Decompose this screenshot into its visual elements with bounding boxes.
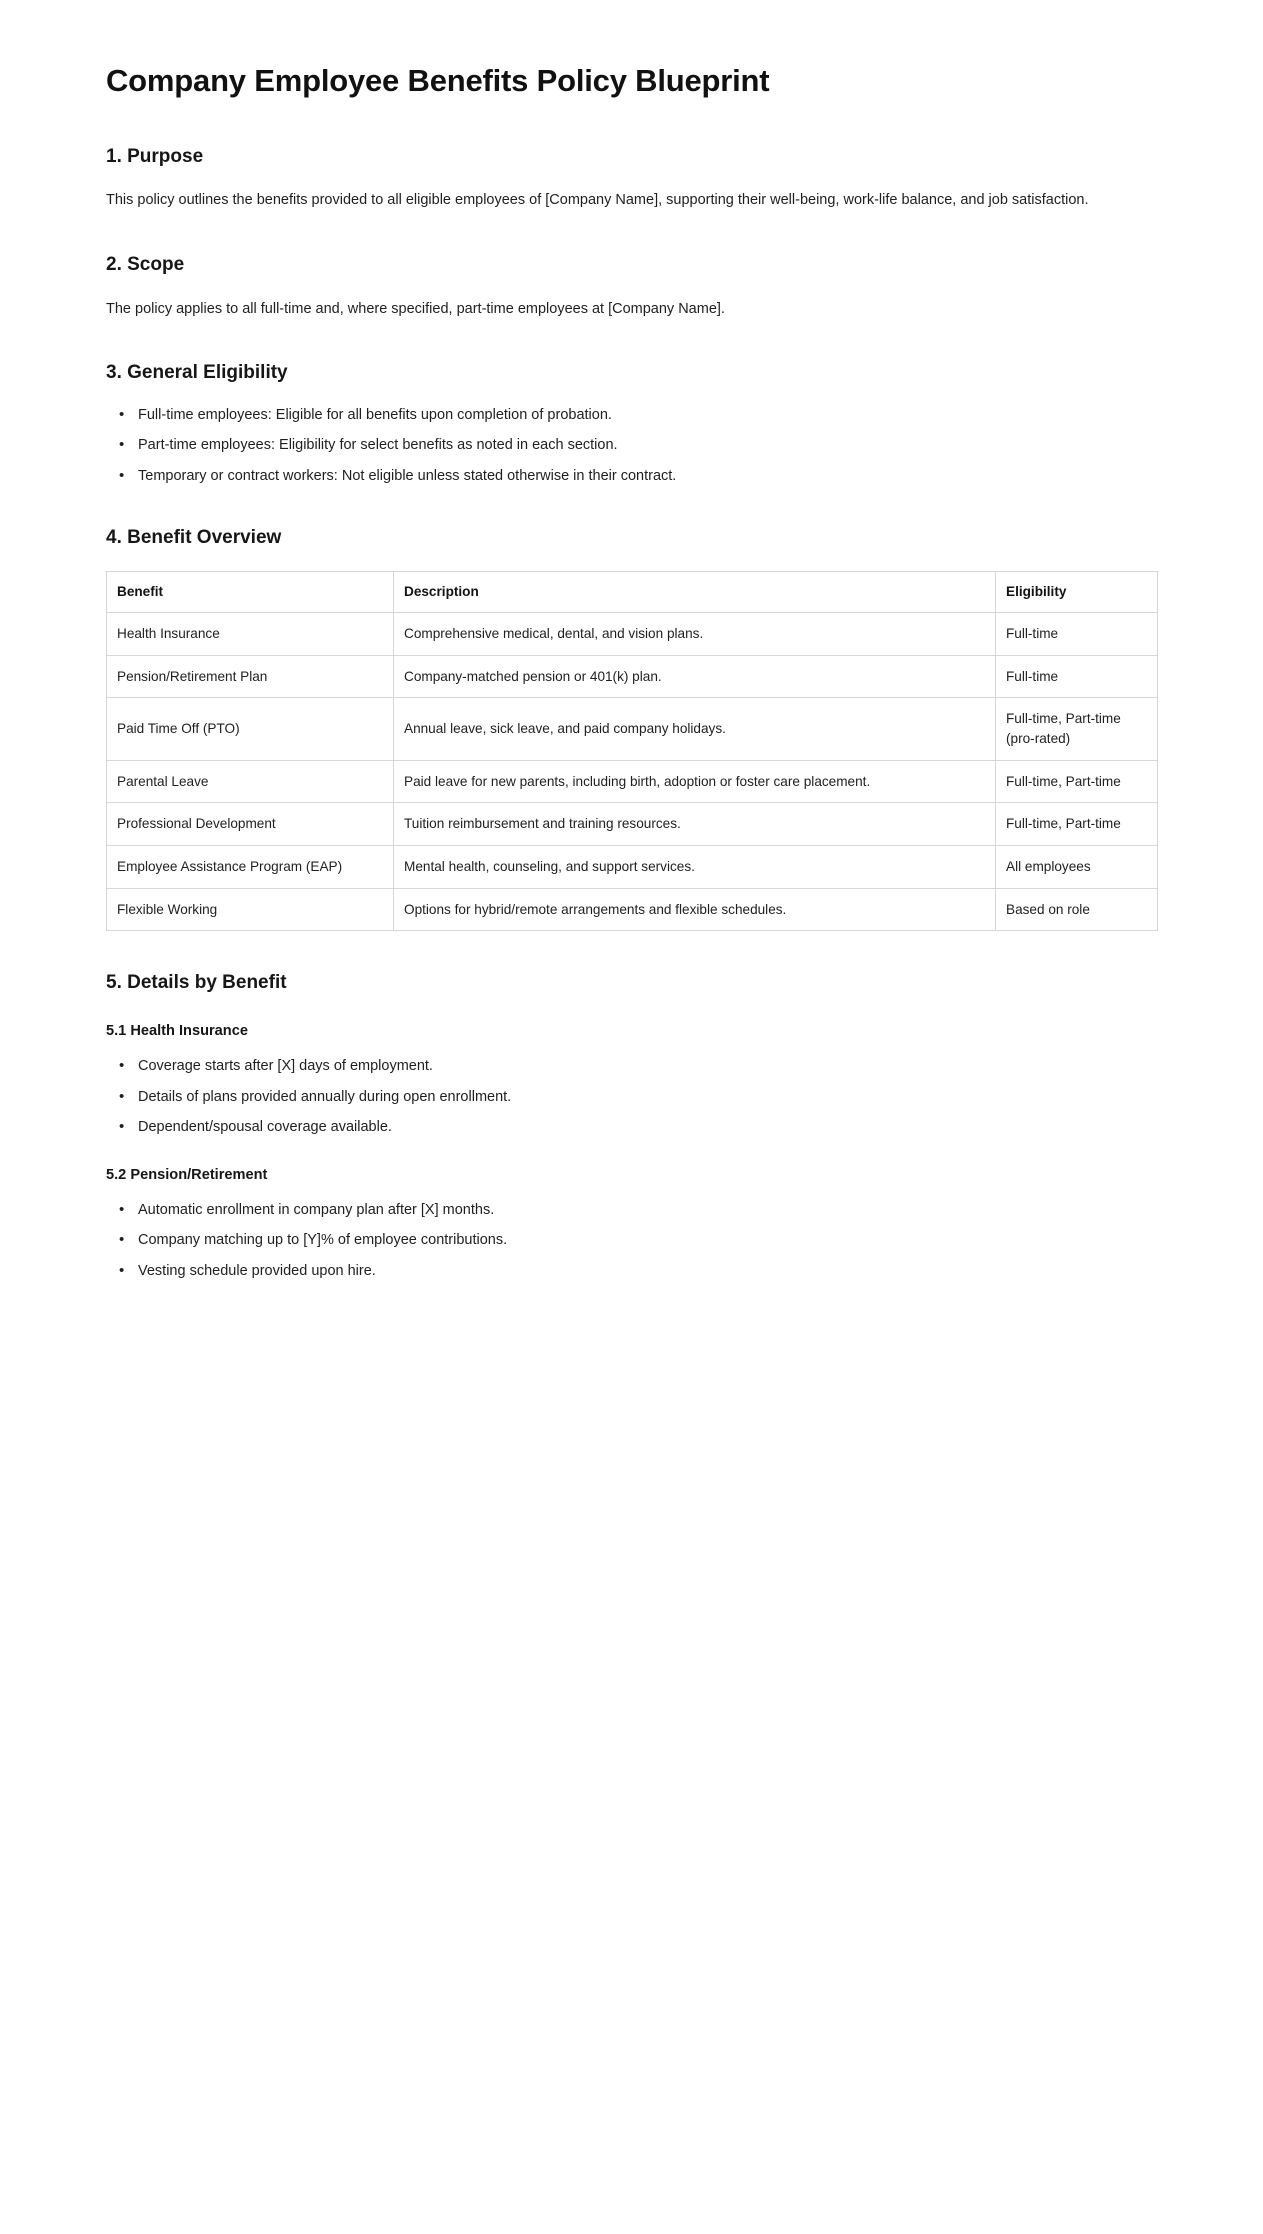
- section-details-by-benefit: [106, 971, 1157, 1281]
- list-item: • Dependent/spousal coverage available.: [136, 1118, 1157, 1138]
- section-scope: [106, 253, 1157, 321]
- cell-benefit: Professional Development: [107, 803, 394, 846]
- table-row: [107, 803, 1158, 846]
- section-paragraph-purpose: This policy outlines the benefits provided to all eligible employees of [Company Name], supporting their well-being, work-life balance, and job satisfaction.: [106, 192, 1089, 209]
- cell-description: Options for hybrid/remote arrangements and flexible schedules.: [394, 888, 996, 931]
- benefit-overview-table: [106, 571, 1158, 931]
- cell-benefit: Employee Assistance Program (EAP): [107, 846, 394, 889]
- cell-eligibility: All employees: [996, 846, 1158, 889]
- subsection-pension-retirement: [106, 1166, 1157, 1282]
- section-heading-scope: 2. Scope: [106, 253, 185, 275]
- table-row: [107, 760, 1158, 803]
- cell-description: Comprehensive medical, dental, and vision plans.: [394, 612, 996, 655]
- cell-benefit: Flexible Working: [107, 888, 394, 931]
- cell-eligibility: Full-time, Part-time: [996, 760, 1158, 803]
- table-row: [107, 846, 1158, 889]
- cell-eligibility: Full-time, Part-time (pro-rated): [996, 698, 1158, 760]
- list-item: • Part-time employees: Eligibility for select benefits as noted in each section.: [136, 436, 1157, 456]
- section-general-eligibility: [106, 361, 1157, 486]
- column-header-benefit: Benefit: [107, 572, 394, 613]
- cell-benefit: Paid Time Off (PTO): [107, 698, 394, 760]
- cell-benefit: Health Insurance: [107, 612, 394, 655]
- list-item: • Temporary or contract workers: Not eligible unless stated otherwise in their contract.: [136, 467, 1157, 487]
- subsection-heading-health-insurance: 5.1 Health Insurance: [106, 1023, 248, 1040]
- cell-description: Annual leave, sick leave, and paid company holidays.: [394, 698, 996, 760]
- cell-description: Mental health, counseling, and support services.: [394, 846, 996, 889]
- table-row: [107, 655, 1158, 698]
- cell-eligibility: Full-time: [996, 655, 1158, 698]
- table-body: [107, 612, 1158, 931]
- section-heading-general-eligibility: 3. General Eligibility: [106, 362, 288, 384]
- list-item: • Automatic enrollment in company plan after [X] months.: [136, 1201, 1157, 1221]
- cell-description: Company-matched pension or 401(k) plan.: [394, 655, 996, 698]
- section-heading-details-by-benefit: 5. Details by Benefit: [106, 972, 287, 994]
- column-header-eligibility: Eligibility: [996, 572, 1158, 613]
- section-heading-benefit-overview: 4. Benefit Overview: [106, 527, 282, 549]
- subsection-heading-pension-retirement: 5.2 Pension/Retirement: [106, 1166, 268, 1183]
- section-paragraph-scope: The policy applies to all full-time and, where specified, part-time employees at [Company Name].: [106, 300, 725, 317]
- cell-description: Tuition reimbursement and training resources.: [394, 803, 996, 846]
- cell-description: Paid leave for new parents, including birth, adoption or foster care placement.: [394, 760, 996, 803]
- table-row: [107, 888, 1158, 931]
- list-item: • Coverage starts after [X] days of employment.: [136, 1057, 1157, 1077]
- list-item: • Full-time employees: Eligible for all benefits upon completion of probation.: [136, 406, 1157, 426]
- section-benefit-overview: [106, 526, 1157, 931]
- page-title: Company Employee Benefits Policy Blueprint: [106, 63, 770, 98]
- cell-eligibility: Full-time: [996, 612, 1158, 655]
- cell-eligibility: Full-time, Part-time: [996, 803, 1158, 846]
- list-item: • Details of plans provided annually during open enrollment.: [136, 1088, 1157, 1108]
- table-header-row: [107, 572, 1158, 613]
- cell-benefit: Pension/Retirement Plan: [107, 655, 394, 698]
- pension-retirement-bullet-list: [106, 1201, 1157, 1282]
- list-item: • Company matching up to [Y]% of employee contributions.: [136, 1231, 1157, 1251]
- section-heading-purpose: 1. Purpose: [106, 145, 204, 167]
- eligibility-bullet-list: [106, 406, 1157, 487]
- table-header: [107, 572, 1158, 613]
- subsection-health-insurance: [106, 1022, 1157, 1138]
- cell-eligibility: Based on role: [996, 888, 1158, 931]
- table-row: [107, 698, 1158, 760]
- table-row: [107, 612, 1158, 655]
- section-purpose: [106, 145, 1157, 213]
- cell-benefit: Parental Leave: [107, 760, 394, 803]
- health-insurance-bullet-list: [106, 1057, 1157, 1138]
- list-item: • Vesting schedule provided upon hire.: [136, 1262, 1157, 1282]
- column-header-description: Description: [394, 572, 996, 613]
